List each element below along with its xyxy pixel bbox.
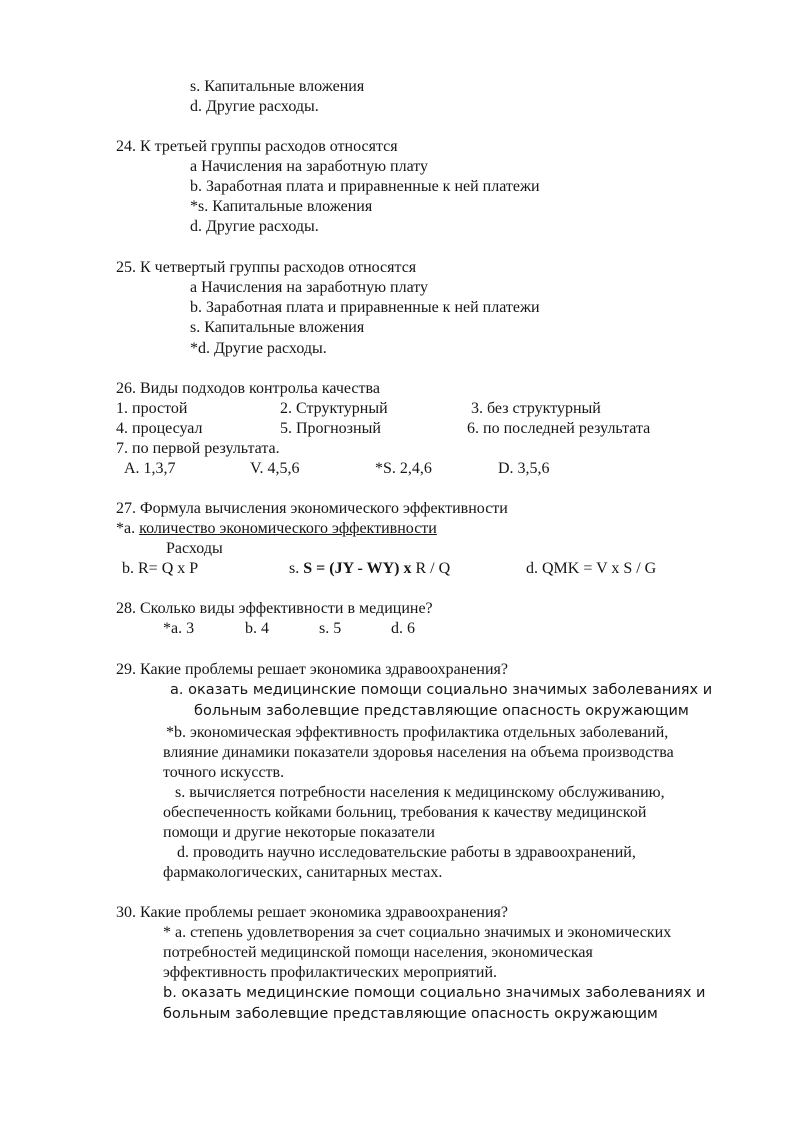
- q28-answer: b. 4: [245, 620, 269, 637]
- q26-item: 6. по последней результата: [467, 420, 651, 437]
- q24-option-d: d. Другие расходы.: [190, 218, 319, 235]
- q25-question: 25. К четвертый группы расходов относятся: [116, 259, 417, 276]
- q29-question: 29. Какие проблемы решает экономика здравоохранения?: [116, 661, 508, 678]
- q29-option-a-line: a. оказать медицинские помощи социально значимых заболеваниях и: [170, 682, 713, 698]
- q29-option-d-line: d. проводить научно исследовательские работы в здравоохранений,: [177, 844, 636, 861]
- q24-option-a: а Начисления на заработную плату: [190, 158, 429, 175]
- q28-answer: s. 5: [319, 620, 342, 637]
- q27-option-c-formula: S = (JY - WY) x: [303, 560, 412, 577]
- q30-option-b-line: больным заболевщие представляющие опасность окружающим: [163, 1006, 658, 1022]
- q28-question: 28. Сколько виды эффективности в медицине?: [116, 600, 433, 617]
- q27-option-a-denominator: Расходы: [166, 540, 223, 557]
- q26-item: 3. без структурный: [471, 400, 601, 417]
- q29-option-d-line: фармакологических, санитарных местах.: [163, 864, 443, 881]
- q26-answer: D. 3,5,6: [498, 460, 550, 477]
- q25-option-a: а Начисления на заработную плату: [190, 279, 429, 296]
- q30-option-a-line: эффективность профилактических мероприятий.: [163, 964, 498, 981]
- q29-option-c-line: обеспеченность койками больниц, требования к качеству медицинской: [163, 804, 647, 821]
- q26-answer: A. 1,3,7: [124, 460, 176, 477]
- q27-option-b: b. R= Q x P: [122, 560, 199, 577]
- q26-item: 1. простой: [116, 400, 188, 417]
- q23-option-c: s. Капитальные вложения: [190, 78, 365, 95]
- q29-option-b-line: *b. экономическая эффективность профилактика отдельных заболеваний,: [166, 724, 669, 741]
- q24-question: 24. К третьей группы расходов относятся: [116, 138, 398, 155]
- q25-option-b: b. Заработная плата и приравненные к ней платежи: [190, 299, 540, 316]
- q25-option-c: s. Капитальные вложения: [190, 319, 365, 336]
- q26-answer: *S. 2,4,6: [375, 460, 432, 477]
- q26-question: 26. Виды подходов контрольа качества: [116, 380, 380, 397]
- q29-option-a-line: больным заболевщие представляющие опасность окружающим: [194, 703, 689, 719]
- q29-option-c-line: помощи и другие некоторые показатели: [163, 824, 435, 841]
- q26-item: 4. процесуал: [116, 420, 203, 437]
- q29-option-c-line: s. вычисляется потребности населения к медицинскому обслуживанию,: [175, 784, 665, 801]
- q29-option-b-line: влияние динамики показатели здоровья населения на объема производства: [163, 744, 674, 761]
- q26-item: 5. Прогнозный: [280, 420, 381, 437]
- q24-option-c: *s. Капитальные вложения: [190, 198, 373, 215]
- q27-option-c-rest: R / Q: [415, 560, 451, 577]
- q26-answer: V. 4,5,6: [250, 460, 300, 477]
- q25-option-d: *d. Другие расходы.: [190, 340, 327, 357]
- q30-question: 30. Какие проблемы решает экономика здравоохранения?: [116, 904, 508, 921]
- q27-option-c-prefix: s.: [289, 560, 300, 577]
- q27-option-c: [289, 559, 450, 579]
- q28-answer: d. 6: [391, 620, 415, 637]
- q26-item: 2. Структурный: [280, 400, 388, 417]
- q24-option-b: b. Заработная плата и приравненные к ней платежи: [190, 178, 540, 195]
- q30-option-b-line: b. оказать медицинские помощи социально значимых заболеваниях и: [163, 985, 706, 1001]
- q29-option-b-line: точного искусств.: [163, 764, 285, 781]
- q26-item: 7. по первой результата.: [116, 440, 280, 457]
- q28-answer: *а. 3: [163, 620, 195, 637]
- q30-option-a-line: потребностей медицинской помощи населения, экономическая: [163, 944, 593, 961]
- q27-option-a-numerator: количество экономического эффективности: [139, 520, 437, 537]
- q27-question: 27. Формула вычисления экономического эффективности: [116, 500, 508, 517]
- q27-option-a-prefix: *а.: [116, 520, 136, 537]
- q23-option-d: d. Другие расходы.: [190, 98, 319, 115]
- q30-option-a-line: * а. степень удовлетворения за счет социально значимых и экономических: [163, 924, 672, 941]
- q27-option-d: d. QMK = V x S / G: [526, 560, 657, 577]
- q27-option-a: [116, 519, 437, 539]
